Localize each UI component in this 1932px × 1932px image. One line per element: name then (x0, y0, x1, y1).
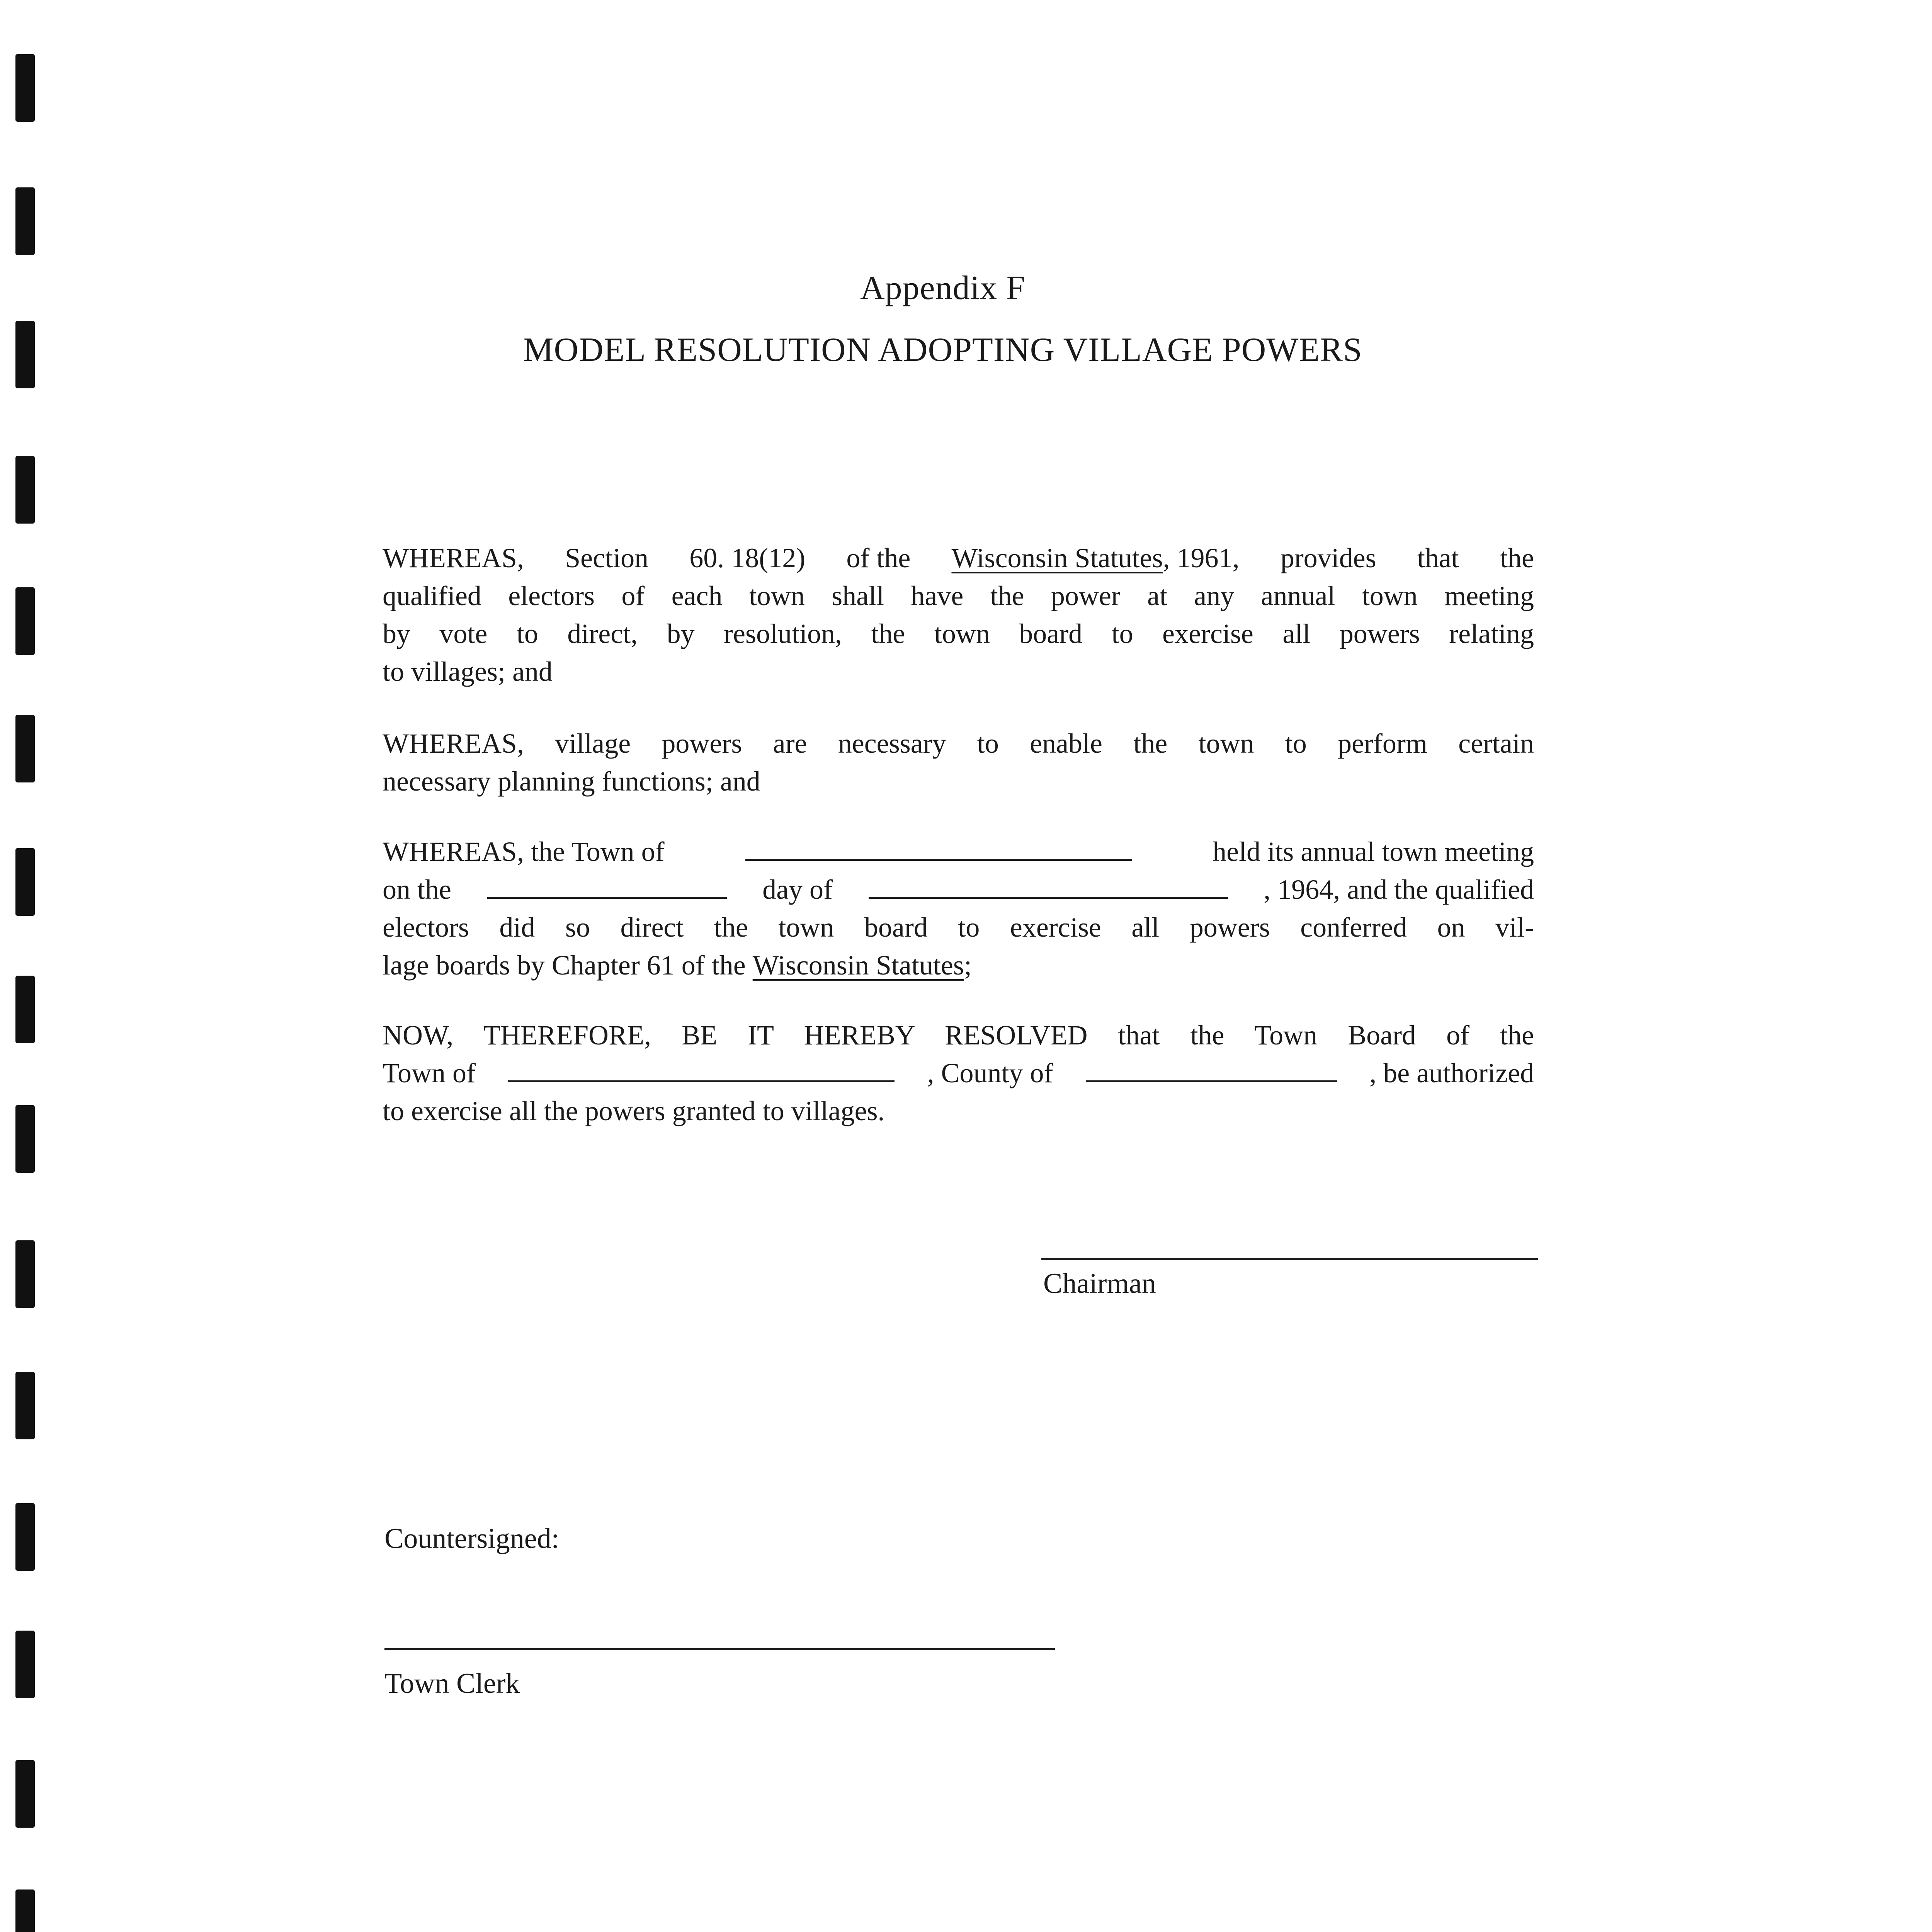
text-span: that (1417, 543, 1459, 573)
meeting-day-blank[interactable] (487, 885, 727, 899)
text-line (383, 1054, 1534, 1092)
binder-hole (15, 1889, 35, 1932)
binder-hole (15, 1105, 35, 1173)
binder-hole (15, 1240, 35, 1308)
resolved-paragraph (383, 1016, 1534, 1130)
countersigned-label: Countersigned: (384, 1523, 560, 1554)
binder-hole (15, 54, 35, 122)
text-line (383, 946, 1534, 984)
text-span: ; (964, 950, 972, 981)
text-span: on the (383, 874, 451, 905)
text-span: of the (846, 543, 911, 573)
statutes-reference: Wisconsin Statutes (752, 950, 964, 981)
title-text: MODEL RESOLUTION ADOPTING VILLAGE POWERS (523, 331, 1362, 369)
binder-hole (15, 976, 35, 1043)
text-span: Town of (383, 1058, 476, 1088)
text-line: NOW, THEREFORE, BE IT HEREBY RESOLVED that the Town Board of the (383, 1020, 1534, 1051)
text-line (383, 871, 1534, 908)
text-span: lage boards by Chapter 61 of the (383, 950, 746, 981)
town-clerk-label: Town Clerk (384, 1668, 520, 1699)
binder-hole (15, 848, 35, 916)
clerk-signature-line[interactable] (384, 1648, 1055, 1650)
text-span: , 1964, and the qualified (1264, 874, 1534, 905)
text-span: WHEREAS, the Town of (383, 836, 665, 867)
binder-hole (15, 187, 35, 255)
text-line (383, 539, 1534, 577)
text-span: provides (1280, 543, 1376, 573)
binder-hole (15, 715, 35, 782)
chairman-label: Chairman (1043, 1268, 1156, 1299)
town-name-blank[interactable] (745, 847, 1132, 861)
county-name-blank[interactable] (1086, 1069, 1337, 1082)
whereas-paragraph-2 (383, 724, 1534, 800)
text-line (383, 833, 1534, 871)
text-span: 60. 18(12) (689, 543, 806, 573)
text-span: Section (565, 543, 649, 573)
text-line: electors did so direct the town board to exercise all powers conferred on vil- (383, 912, 1534, 943)
text-span: , 1961, (1163, 543, 1240, 573)
text-line: qualified electors of each town shall have the power at any annual town meeting (383, 580, 1534, 611)
text-span: day of (762, 874, 833, 905)
statutes-reference: Wisconsin Statutes (951, 543, 1163, 573)
binder-hole (15, 321, 35, 388)
text-line: WHEREAS, village powers are necessary to enable the town to perform certain (383, 728, 1534, 759)
text-span: WHEREAS, (383, 543, 524, 573)
text-line: necessary planning functions; and (383, 766, 760, 797)
binder-hole (15, 1503, 35, 1571)
whereas-paragraph-1 (383, 539, 1534, 690)
whereas-paragraph-3 (383, 833, 1534, 984)
binder-hole (15, 1760, 35, 1828)
chairman-signature-line[interactable] (1041, 1258, 1538, 1260)
binder-hole (15, 587, 35, 655)
text-span: , be authorized (1369, 1058, 1534, 1088)
meeting-month-blank[interactable] (869, 885, 1228, 899)
appendix-text: Appendix F (860, 269, 1026, 307)
town-name-blank[interactable] (508, 1069, 895, 1082)
binder-hole (15, 1372, 35, 1439)
text-span: held its annual town meeting (1213, 836, 1534, 867)
text-span: , County of (927, 1058, 1053, 1088)
binder-hole (15, 456, 35, 524)
text-line: to villages; and (383, 656, 553, 687)
binder-hole (15, 1631, 35, 1698)
text-line: to exercise all the powers granted to villages. (383, 1095, 885, 1126)
text-span: the (1500, 543, 1534, 573)
text-line: by vote to direct, by resolution, the town board to exercise all powers relating (383, 618, 1534, 649)
